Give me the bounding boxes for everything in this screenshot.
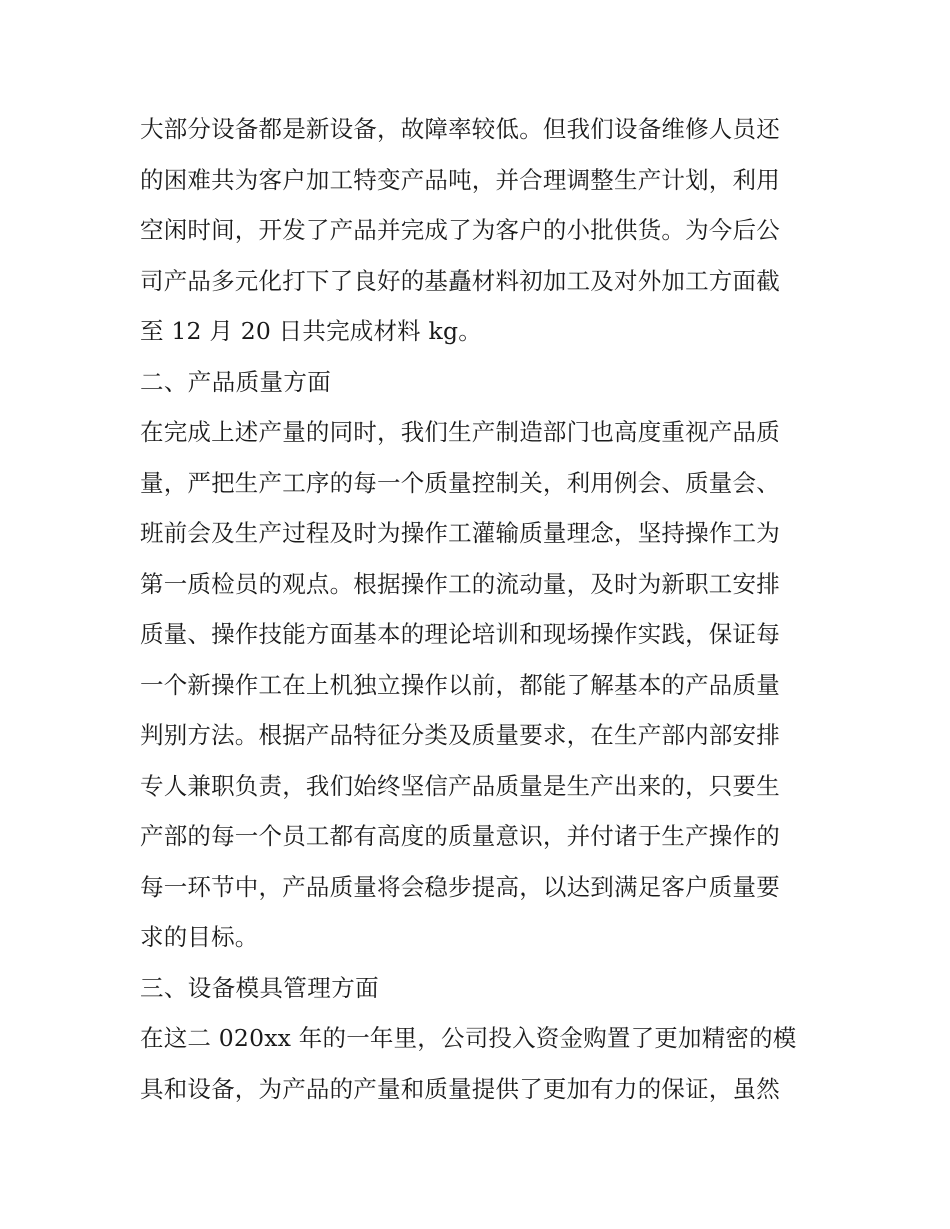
document-body	[140, 104, 820, 1114]
text-line: 司产品多元化打下了良好的基矗材料初加工及对外加工方面截	[140, 266, 780, 295]
text-line: 大部分设备都是新设备，故障率较低。但我们设备维修人员还	[140, 115, 780, 143]
paragraph-equipment-production	[140, 104, 820, 357]
text-line: 的困难共为客户加工特变产品吨，并合理调整生产计划，利用	[140, 165, 780, 194]
text-line: 产部的每一个员工都有高度的质量意识，并付诸于生产操作的	[140, 822, 780, 850]
text-line: 判别方法。根据产品特征分类及质量要求，在生产部内部安排	[140, 721, 780, 749]
text-line: 在这二 020xx 年的一年里，公司投入资金购置了更加精密的模	[140, 1024, 797, 1052]
text-line: 量，严把生产工序的每一个质量控制关，利用例会、质量会、	[140, 468, 780, 497]
text-line: 质量、操作技能方面基本的理论培训和现场操作实践，保证每	[140, 620, 780, 648]
text-line: 专人兼职负责，我们始终坚信产品质量是生产出来的，只要生	[140, 771, 780, 800]
text-line: 第一质检员的观点。根据操作工的流动量，及时为新职工安排	[140, 569, 780, 598]
section-heading-equipment-molds	[140, 963, 820, 1014]
text-line: 空闲时间，开发了产品并完成了为客户的小批供货。为今后公	[140, 216, 780, 244]
text-line: 具和设备，为产品的产量和质量提供了更加有力的保证，虽然	[140, 1074, 780, 1103]
paragraph-product-quality	[140, 407, 820, 963]
text-line: 每一环节中，产品质量将会稳步提高，以达到满足客户质量要	[140, 872, 780, 901]
text-line: 至 12 月 20 日共完成材料 kg。	[140, 317, 482, 345]
section-heading: 二、产品质量方面	[140, 367, 332, 396]
section-heading: 三、设备模具管理方面	[140, 973, 379, 1002]
section-heading-product-quality	[140, 357, 820, 408]
text-line: 一个新操作工在上机独立操作以前，都能了解基本的产品质量	[140, 670, 780, 699]
paragraph-equipment-molds	[140, 1013, 820, 1114]
text-line: 班前会及生产过程及时为操作工灌输质量理念，坚持操作工为	[140, 519, 780, 547]
text-line: 求的目标。	[140, 923, 259, 951]
text-line: 在完成上述产量的同时，我们生产制造部门也高度重视产品质	[140, 418, 780, 446]
